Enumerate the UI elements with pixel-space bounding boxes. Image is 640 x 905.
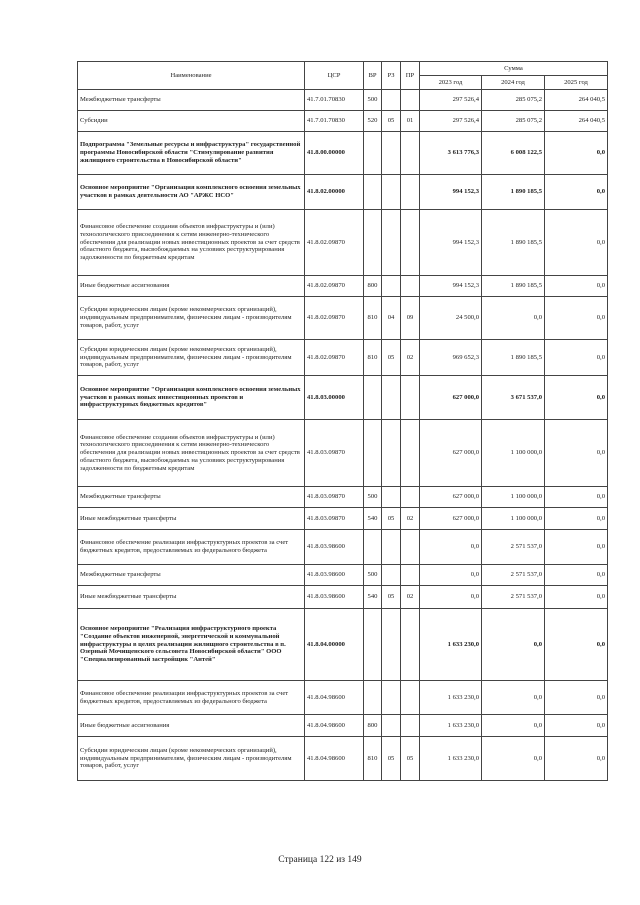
cell-rz [382,487,401,508]
cell-pr [401,681,420,715]
header-year-2023: 2023 год [420,76,482,90]
cell-sum-2023: 627 000,0 [420,508,482,530]
header-year-2024: 2024 год [482,76,545,90]
header-year-2025: 2025 год [545,76,608,90]
cell-name: Иные бюджетные ассигнования [78,715,305,737]
cell-name: Финансовое обеспечение реализации инфраструктурных проектов за счет бюджетных кредитов, предоставляемых из федерального бюджета [78,681,305,715]
cell-sum-2023: 297 526,4 [420,111,482,132]
cell-sum-2023: 969 652,3 [420,340,482,376]
cell-sum-2023: 297 526,4 [420,90,482,111]
cell-csr: 41.8.03.98600 [305,530,364,565]
cell-pr [401,210,420,276]
cell-rz [382,175,401,210]
cell-pr [401,487,420,508]
header-csr: ЦСР [305,62,364,90]
cell-sum-2025: 0,0 [545,530,608,565]
cell-name: Финансовое обеспечение реализации инфраструктурных проектов за счет бюджетных кредитов, предоставляемых из федерального бюджета [78,530,305,565]
cell-sum-2025: 0,0 [545,487,608,508]
table-row [78,609,608,681]
cell-csr: 41.7.01.70830 [305,90,364,111]
cell-vr: 810 [364,737,382,781]
cell-sum-2024: 1 100 000,0 [482,487,545,508]
cell-sum-2024: 0,0 [482,715,545,737]
cell-sum-2024: 0,0 [482,737,545,781]
cell-name: Субсидии юридическим лицам (кроме некоммерческих организаций), индивидуальным предпринимателям, физическим лицам - производителям товаров, работ, услуг [78,340,305,376]
cell-sum-2023: 627 000,0 [420,420,482,487]
table-row [78,297,608,340]
cell-name: Межбюджетные трансферты [78,487,305,508]
cell-sum-2025: 0,0 [545,175,608,210]
cell-sum-2024: 285 075,2 [482,90,545,111]
cell-csr: 41.8.03.98600 [305,586,364,609]
table-row [78,586,608,609]
cell-pr [401,715,420,737]
cell-sum-2024: 3 671 537,0 [482,376,545,420]
cell-sum-2023: 994 152,3 [420,175,482,210]
cell-name: Иные бюджетные ассигнования [78,276,305,297]
cell-vr [364,132,382,175]
cell-vr: 540 [364,586,382,609]
cell-rz: 05 [382,508,401,530]
header-sum: Сумма [420,62,608,76]
cell-vr: 500 [364,487,382,508]
cell-rz [382,376,401,420]
cell-rz [382,210,401,276]
cell-csr: 41.8.04.98600 [305,737,364,781]
cell-sum-2024: 2 571 537,0 [482,565,545,586]
cell-csr: 41.8.02.09870 [305,210,364,276]
table-row [78,487,608,508]
cell-name: Основное мероприятие "Организация комплексного освоения земельных участков в рамках деятельности АО "АРЖС НСО" [78,175,305,210]
cell-sum-2023: 0,0 [420,565,482,586]
table-row [78,340,608,376]
cell-sum-2024: 6 008 122,5 [482,132,545,175]
cell-csr: 41.8.02.09870 [305,297,364,340]
table-row [78,90,608,111]
cell-rz: 04 [382,297,401,340]
cell-sum-2025: 0,0 [545,715,608,737]
cell-rz [382,420,401,487]
cell-csr: 41.8.02.09870 [305,340,364,376]
header-name: Наименование [78,62,305,90]
page-number: Страница 122 из 149 [278,855,362,865]
cell-pr: 09 [401,297,420,340]
cell-pr [401,90,420,111]
cell-sum-2024: 0,0 [482,297,545,340]
cell-sum-2023: 3 613 776,3 [420,132,482,175]
cell-sum-2025: 264 040,5 [545,90,608,111]
cell-vr [364,609,382,681]
cell-sum-2023: 627 000,0 [420,376,482,420]
cell-csr: 41.8.03.00000 [305,376,364,420]
cell-sum-2023: 1 633 230,0 [420,609,482,681]
table-row [78,681,608,715]
cell-pr [401,132,420,175]
cell-rz [382,90,401,111]
table-row [78,132,608,175]
cell-pr [401,530,420,565]
cell-sum-2025: 0,0 [545,420,608,487]
cell-sum-2024: 0,0 [482,609,545,681]
cell-pr: 02 [401,340,420,376]
cell-rz [382,565,401,586]
cell-pr: 02 [401,508,420,530]
cell-sum-2024: 1 100 000,0 [482,420,545,487]
cell-name: Подпрограмма "Земельные ресурсы и инфраструктура" государственной программы Новосибирской области "Стимулирование развития жилищного строительства в Новосибирской области" [78,132,305,175]
table-row [78,737,608,781]
cell-pr [401,420,420,487]
table-row [78,565,608,586]
cell-rz: 05 [382,111,401,132]
table-row [78,175,608,210]
cell-vr: 520 [364,111,382,132]
cell-pr: 02 [401,586,420,609]
cell-csr: 41.8.03.09870 [305,508,364,530]
cell-pr [401,376,420,420]
cell-sum-2023: 1 633 230,0 [420,737,482,781]
table-body [78,90,608,781]
header-vr: ВР [364,62,382,90]
cell-vr [364,175,382,210]
cell-sum-2024: 1 100 000,0 [482,508,545,530]
cell-sum-2024: 285 075,2 [482,111,545,132]
cell-sum-2025: 0,0 [545,340,608,376]
cell-pr [401,175,420,210]
table-row [78,508,608,530]
cell-sum-2025: 0,0 [545,276,608,297]
cell-vr: 500 [364,90,382,111]
cell-sum-2023: 0,0 [420,530,482,565]
cell-rz: 05 [382,737,401,781]
table-row [78,530,608,565]
cell-name: Субсидии юридическим лицам (кроме некоммерческих организаций), индивидуальным предпринимателям, физическим лицам - производителям товаров, работ, услуг [78,297,305,340]
cell-name: Иные межбюджетные трансферты [78,586,305,609]
cell-rz [382,132,401,175]
cell-pr: 05 [401,737,420,781]
cell-rz [382,681,401,715]
cell-vr: 800 [364,276,382,297]
cell-sum-2025: 0,0 [545,376,608,420]
cell-csr: 41.8.04.00000 [305,609,364,681]
cell-pr: 01 [401,111,420,132]
cell-sum-2023: 0,0 [420,586,482,609]
cell-vr [364,376,382,420]
table-row [78,210,608,276]
cell-pr [401,565,420,586]
cell-name: Основное мероприятие "Организация комплексного освоения земельных участков в рамках новых инвестиционных проектов и инфраструктурных бюджетных кредитов" [78,376,305,420]
cell-sum-2025: 0,0 [545,565,608,586]
cell-pr [401,276,420,297]
cell-csr: 41.8.04.98600 [305,681,364,715]
cell-vr: 540 [364,508,382,530]
cell-sum-2025: 0,0 [545,737,608,781]
cell-sum-2025: 0,0 [545,681,608,715]
cell-vr: 800 [364,715,382,737]
cell-vr [364,210,382,276]
cell-csr: 41.8.02.00000 [305,175,364,210]
cell-name: Финансовое обеспечение создания объектов инфраструктуры и (или) технологического присоединения к сетям инженерно-технического обеспечения для реализации новых инвестиционных проектов за счет средств областного бюджета, высвобождаемых на условиях реструктурирования задолженности по бюджетным кредитам [78,210,305,276]
cell-sum-2023: 627 000,0 [420,487,482,508]
cell-rz [382,276,401,297]
cell-name: Основное мероприятие "Реализация инфраструктурного проекта "Создание объектов инженерной, энергетической и коммунальной инфраструктуры в целях реализации жилищного строительства в п. Озерный Мочищенского сельсовета Новосибирской области" ООО "Специализированный застройщик "Антей" [78,609,305,681]
cell-sum-2025: 0,0 [545,609,608,681]
cell-sum-2025: 0,0 [545,586,608,609]
cell-sum-2024: 0,0 [482,681,545,715]
cell-name: Финансовое обеспечение создания объектов инфраструктуры и (или) технологического присоединения к сетям инженерно-технического обеспечения для реализации новых инвестиционных проектов за счет средств областного бюджета, высвобождаемых на условиях реструктурирования задолженности по бюджетным кредитам [78,420,305,487]
cell-vr: 810 [364,340,382,376]
cell-sum-2023: 1 633 230,0 [420,715,482,737]
cell-sum-2025: 0,0 [545,508,608,530]
cell-vr: 500 [364,565,382,586]
cell-sum-2024: 2 571 537,0 [482,586,545,609]
cell-sum-2024: 2 571 537,0 [482,530,545,565]
cell-sum-2024: 1 890 185,5 [482,340,545,376]
cell-vr [364,681,382,715]
cell-name: Межбюджетные трансферты [78,565,305,586]
cell-name: Межбюджетные трансферты [78,90,305,111]
table-row [78,376,608,420]
cell-vr [364,530,382,565]
table-row [78,715,608,737]
cell-name: Субсидии юридическим лицам (кроме некоммерческих организаций), индивидуальным предпринимателям, физическим лицам - производителям товаров, работ, услуг [78,737,305,781]
cell-sum-2025: 0,0 [545,297,608,340]
cell-sum-2024: 1 890 185,5 [482,210,545,276]
cell-sum-2023: 994 152,3 [420,210,482,276]
cell-sum-2023: 1 633 230,0 [420,681,482,715]
cell-csr: 41.8.03.98600 [305,565,364,586]
cell-sum-2025: 0,0 [545,132,608,175]
header-pr: ПР [401,62,420,90]
cell-sum-2025: 264 040,5 [545,111,608,132]
budget-table [77,61,608,781]
cell-vr [364,420,382,487]
cell-name: Иные межбюджетные трансферты [78,508,305,530]
cell-rz: 05 [382,340,401,376]
cell-rz [382,609,401,681]
cell-csr: 41.7.01.70830 [305,111,364,132]
cell-csr: 41.8.03.09870 [305,420,364,487]
cell-name: Субсидии [78,111,305,132]
cell-csr: 41.8.02.09870 [305,276,364,297]
cell-rz: 05 [382,586,401,609]
cell-sum-2023: 24 500,0 [420,297,482,340]
cell-sum-2024: 1 890 185,5 [482,175,545,210]
cell-vr: 810 [364,297,382,340]
cell-pr [401,609,420,681]
table-row [78,111,608,132]
cell-sum-2024: 1 890 185,5 [482,276,545,297]
cell-rz [382,715,401,737]
cell-rz [382,530,401,565]
cell-csr: 41.8.04.98600 [305,715,364,737]
table-row [78,420,608,487]
header-rz: РЗ [382,62,401,90]
table-row [78,276,608,297]
cell-csr: 41.8.03.09870 [305,487,364,508]
cell-csr: 41.8.00.00000 [305,132,364,175]
cell-sum-2023: 994 152,3 [420,276,482,297]
cell-sum-2025: 0,0 [545,210,608,276]
